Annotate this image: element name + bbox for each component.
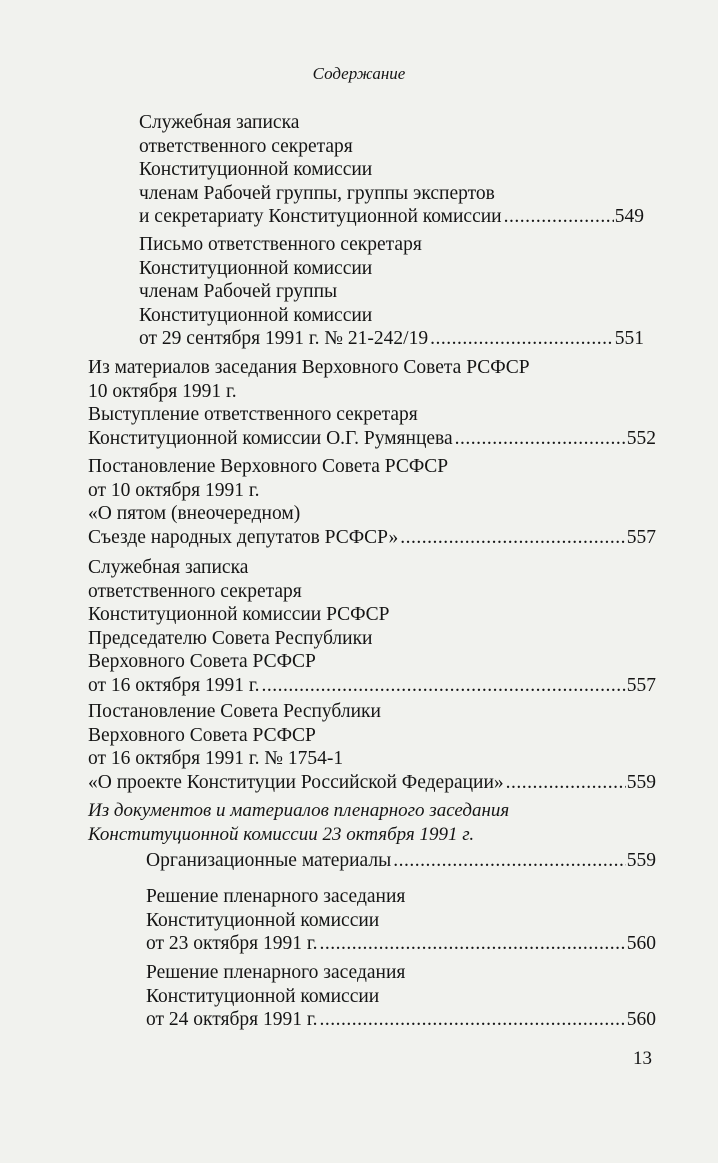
- toc-entry-line: 10 октября 1991 г.: [88, 380, 237, 402]
- toc-page-number: 552: [626, 427, 656, 449]
- toc-entry-line: Из материалов заседания Верховного Совета РСФСР: [88, 357, 530, 378]
- toc-page-number: 551: [614, 328, 644, 349]
- toc-entry-line: Конституционной комиссии О.Г. Румянцева: [88, 427, 453, 449]
- dot-leader: [393, 849, 626, 873]
- toc-entry-line: Выступление ответственного секретаря: [88, 404, 418, 425]
- toc-entry[interactable]: [88, 556, 656, 697]
- toc-entry-line: Решение пленарного заседания: [146, 962, 406, 983]
- toc-entry[interactable]: [88, 455, 656, 549]
- toc-entry[interactable]: [139, 233, 644, 351]
- toc-entry-last-line: [88, 427, 656, 451]
- toc-entry-last-line: [146, 1008, 656, 1032]
- dot-leader: [400, 526, 626, 550]
- toc-entry-last-line: [146, 849, 656, 873]
- toc-entry-line: Верховного Совета РСФСР: [88, 651, 316, 672]
- toc-entry[interactable]: [146, 961, 656, 1032]
- toc-entry-last-line: [88, 526, 656, 550]
- toc-entry-line: Конституционной комиссии: [146, 985, 380, 1007]
- toc-page-number: 557: [626, 674, 656, 696]
- toc-entry-line: от 29 сентября 1991 г. № 21-242/19: [139, 328, 429, 349]
- running-header: Содержание: [312, 64, 406, 83]
- toc-page-number: 559: [626, 771, 656, 793]
- toc-entry-line: Конституционной комиссии: [139, 257, 373, 279]
- page-number: 13: [633, 1048, 652, 1069]
- toc-page-number: 559: [626, 850, 656, 871]
- toc-page-number: 549: [614, 206, 644, 227]
- dot-leader: [320, 1008, 626, 1032]
- toc-entry-line: членам Рабочей группы, группы экспертов: [139, 182, 495, 204]
- toc-page-number: 557: [626, 526, 656, 548]
- dot-leader: [320, 932, 626, 956]
- toc-entry-line: и секретариату Конституционной комиссии: [139, 206, 502, 227]
- toc-entry-line: Организационные материалы: [146, 850, 392, 871]
- toc-entry-last-line: [139, 205, 644, 229]
- toc-entry-line: Конституционной комиссии: [139, 304, 373, 326]
- toc-entry[interactable]: [139, 111, 644, 229]
- toc-entry-line: от 16 октября 1991 г.: [88, 674, 260, 696]
- toc-entry-line: «О проекте Конституции Российской Федерации»: [88, 771, 504, 793]
- toc-entry-line: Председателю Совета Республики: [88, 627, 373, 649]
- toc-entry-line: Служебная записка: [88, 557, 249, 578]
- dot-leader: [506, 771, 626, 795]
- dot-leader: [430, 327, 614, 351]
- toc-entry-line: Конституционной комиссии РСФСР: [88, 604, 390, 625]
- toc-entry-line: ответственного секретаря: [88, 580, 302, 602]
- toc-entry[interactable]: [146, 885, 656, 956]
- toc-entry-line: Конституционной комиссии: [139, 159, 373, 180]
- toc-entry-line: Верховного Совета РСФСР: [88, 724, 316, 746]
- toc-entry-last-line: [139, 327, 644, 351]
- toc-entry-line: от 10 октября 1991 г.: [88, 479, 260, 501]
- toc-entry-last-line: [146, 932, 656, 956]
- dot-leader: [455, 427, 626, 451]
- toc-entry-line: Постановление Совета Республики: [88, 701, 381, 722]
- section-heading: [88, 799, 648, 847]
- toc-entry-line: Постановление Верховного Совета РСФСР: [88, 456, 449, 477]
- toc-entry-line: от 16 октября 1991 г. № 1754-1: [88, 748, 344, 769]
- toc-entry-line: Письмо ответственного секретаря: [139, 234, 422, 255]
- dot-leader: [504, 205, 614, 229]
- toc-entry-line: Конституционной комиссии: [146, 909, 380, 931]
- toc-entry-line: Решение пленарного заседания: [146, 886, 406, 907]
- section-heading-line: Из документов и материалов пленарного заседания: [88, 800, 510, 821]
- toc-entry-line: от 23 октября 1991 г.: [146, 933, 318, 954]
- dot-leader: [262, 674, 626, 698]
- toc-entry-line: «О пятом (внеочередном): [88, 503, 301, 524]
- toc-page-number: 560: [626, 933, 656, 954]
- section-heading-line: Конституционной комиссии 23 октября 1991 г.: [88, 824, 475, 845]
- toc-entry-line: от 24 октября 1991 г.: [146, 1009, 318, 1030]
- toc-page-number: 560: [626, 1009, 656, 1030]
- toc-entry[interactable]: [88, 700, 656, 794]
- toc-entry-line: членам Рабочей группы: [139, 281, 338, 302]
- toc-entry-line: Съезде народных депутатов РСФСР»: [88, 526, 399, 548]
- toc-entry-line: ответственного секретаря: [139, 135, 353, 157]
- toc-entry-last-line: [88, 674, 656, 698]
- toc-entry-line: Служебная записка: [139, 112, 300, 133]
- toc-entry[interactable]: [88, 356, 656, 450]
- toc-entry[interactable]: [146, 849, 656, 873]
- toc-entry-last-line: [88, 771, 656, 795]
